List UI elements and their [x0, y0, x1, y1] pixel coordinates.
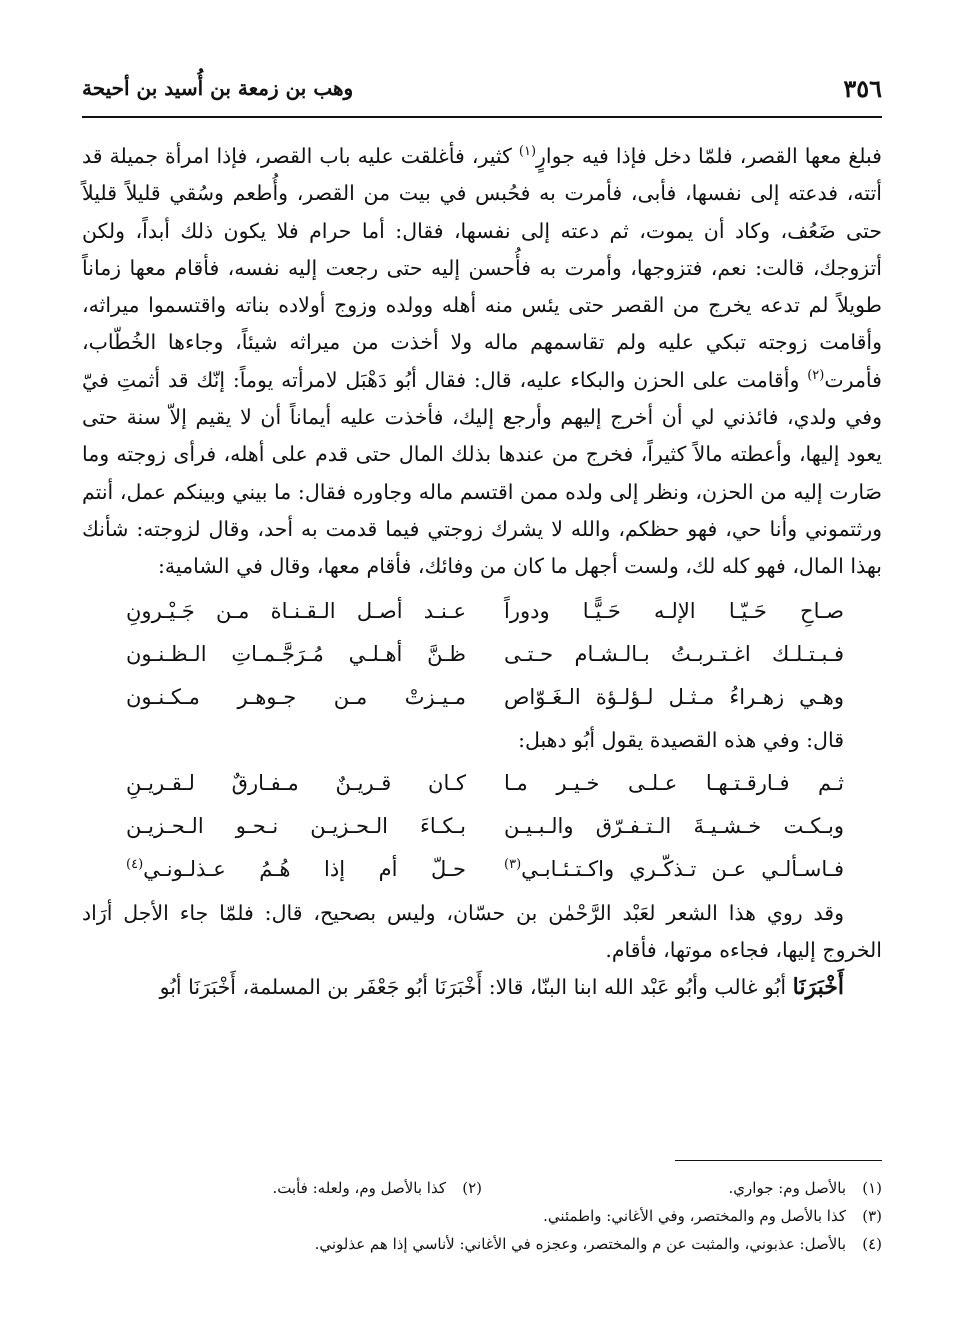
isnad-keyword: أَخْبَرَنَا — [792, 974, 844, 1001]
verse — [82, 848, 882, 891]
verse-text: حـلّ أم إذا هُـمُ عـذلـونـي — [143, 856, 466, 881]
footnote-row — [82, 1202, 882, 1230]
footnote-marker: (١) — [518, 144, 537, 160]
verse-second-half: مـيـزتْ مـن جـوهـر مـكـنـون — [126, 684, 466, 709]
footnote — [272, 1174, 482, 1202]
verse-first-half: وهـي زهـراءُ مـثـل لـؤلـؤة الـغَـوّاص — [504, 684, 844, 709]
verse-first-half: ثـم فـارقـتـهـا عـلـى خـيـر مـا — [504, 770, 844, 795]
verse-text: فـاسـألـي عـن تـذكّـري واكـتـئـابـي — [521, 856, 844, 881]
verse-second-half: بـكـاءَ الـحـزيـن نـحـو الـحـزيـن — [126, 813, 466, 838]
footnote-text: بالأصل وم: جواري. — [728, 1179, 846, 1197]
paragraph-closing: وقد روي هذا الشعر لعَبْد الرَّحْمٰن بن حسّان، وليس بصحيح، قال: فلمّا جاء الأجل أرَاد الخروج إليها، فجاءه موتها، فأقام. — [82, 900, 882, 962]
paragraph-text: وأقامت على الحزن والبكاء عليه، قال: فقال أبُو دَهْبَل لامرأته يوماً: إنّك قد أثمتِ فيّ وفي ولدي، فائذني لي أن أخرج إليهم وأرجع إليك، فأخذت عليه أيماناً أن لا يقيم إلاّ سنة حتى يعود إليها، وأعطته مالاً كثيراً، فخرج من عندها بذلك المال حتى قدم على أهله، فرأى زوجته وما صَارت إليه من الحزن، ونظر إلى ولده ممن اقتسم ماله وجاوره فقال: ما بيني وبينكم عمل، أنتم ورثتموني وأنا حي، فهو حظكم، والله لا يشرك زوجتي فيما قدمت به أحد، وقال لزوجته: شأنك بهذا المال، فهو كله لك، ولست أجهل ما كان من وفائك، فأقام معها، وقال في الشامية: — [82, 367, 882, 579]
footnote — [543, 1202, 882, 1230]
footnote-marker: (٢) — [807, 367, 825, 383]
footnote-text: بالأصل: عذبوني، والمثبت عن م والمختصر، وعجزه في الأغاني: لأناسي إذا هم عذلوني. — [314, 1235, 846, 1253]
verse-first-half: فـبـتـلـك اغـتـربـتُ بـالـشـام حـتـى — [504, 641, 844, 666]
verse-first-half — [504, 848, 844, 891]
verse — [82, 676, 882, 719]
footnote-text: كذا بالأصل وم، ولعله: فأبت. — [272, 1179, 446, 1197]
verse — [82, 805, 882, 848]
verse — [82, 762, 882, 805]
footnote-number: (٢) — [462, 1179, 482, 1197]
footnotes — [82, 1174, 882, 1258]
verse-second-half: عـنـد أصـل الـقـنـاة مـن جَـيْـرونِ — [126, 598, 466, 623]
verse-first-half: صـاحِ حَـيّـا الإلـه حَـيًّـا ودوراً — [504, 598, 844, 623]
poem-intro: قال: وفي هذه القصيدة يقول أبُو دهبل: — [518, 727, 844, 752]
verse-second-half — [126, 848, 466, 891]
paragraph-main — [82, 138, 882, 586]
footnote-number: (٤) — [862, 1235, 882, 1253]
footnote-marker: (٤) — [126, 856, 144, 872]
poem-1 — [82, 590, 882, 891]
main-text — [82, 138, 882, 1006]
header-rule — [82, 116, 882, 118]
verse-second-half: ظـنَّ أهـلـي مُـرَجَّـمـاتِ الـظـنـون — [126, 641, 466, 666]
footnote-number: (٣) — [862, 1207, 882, 1225]
footnote-text: كذا بالأصل وم والمختصر، وفي الأغاني: واطمئني. — [543, 1207, 846, 1225]
footnote-number: (١) — [862, 1179, 882, 1197]
footnote — [482, 1174, 882, 1202]
page-number: ٣٥٦ — [843, 74, 882, 103]
verse-first-half: وبـكـت خـشـيـةَ الـتـفـرّق والـبـيـن — [504, 813, 844, 838]
paragraph-isnad — [82, 969, 882, 1006]
verse-second-half: كـان قـريـنٌ مـفـارقٌ لـقـريـنِ — [126, 770, 466, 795]
footnote-rule — [675, 1160, 882, 1161]
footnote-row — [82, 1174, 882, 1202]
footnote-row — [82, 1230, 882, 1258]
running-title: وهب بن زمعة بن أُسيد بن أحيحة — [82, 76, 354, 100]
verse — [82, 633, 882, 676]
footnote-marker: (٣) — [504, 856, 522, 872]
isnad-text: أبُو غالب وأبُو عَبْد الله ابنا البنّا، قالا: أَخْبَرَنَا أبُو جَعْفَر بن المسلمة، أَخْبَرَنَا أبُو — [159, 975, 787, 1000]
paragraph-text: كثير، فأغلقت عليه باب القصر، فإذا امرأة جميلة قد أتته، فدعته إلى نفسها، فأبى، فأمرت به فحُبس في بيت من القصر، وأُطعم وسُقي قليلاً قليلاً حتى ضَعُف، وكاد أن يموت، ثم دعته إلى نفسها، فقال: أما حرام فلا يكون ذلك أبداً، ولكن أتزوجك، قالت: نعم، فتزوجها، وأمرت به فأُحسن إليه حتى رجعت إليه نفسه، فأقام معها زماناً طويلاً لم تدعه يخرج من القصر حتى يئس منه أهله وولده وزوج أولاده بناته واقتسموا ميراثه، وأقامت زوجته تبكي عليه ولم تقاسمهم ماله ولا أخذت من ميراثه شيئاً، وجاءها الخُطّاب، فأمرت — [82, 144, 882, 392]
page-header — [82, 68, 882, 108]
paragraph-text: فبلغ معها القصر، فلمّا دخل فإذا فيه جوارٍ — [536, 144, 882, 168]
verse — [82, 590, 882, 633]
footnote — [315, 1230, 882, 1258]
